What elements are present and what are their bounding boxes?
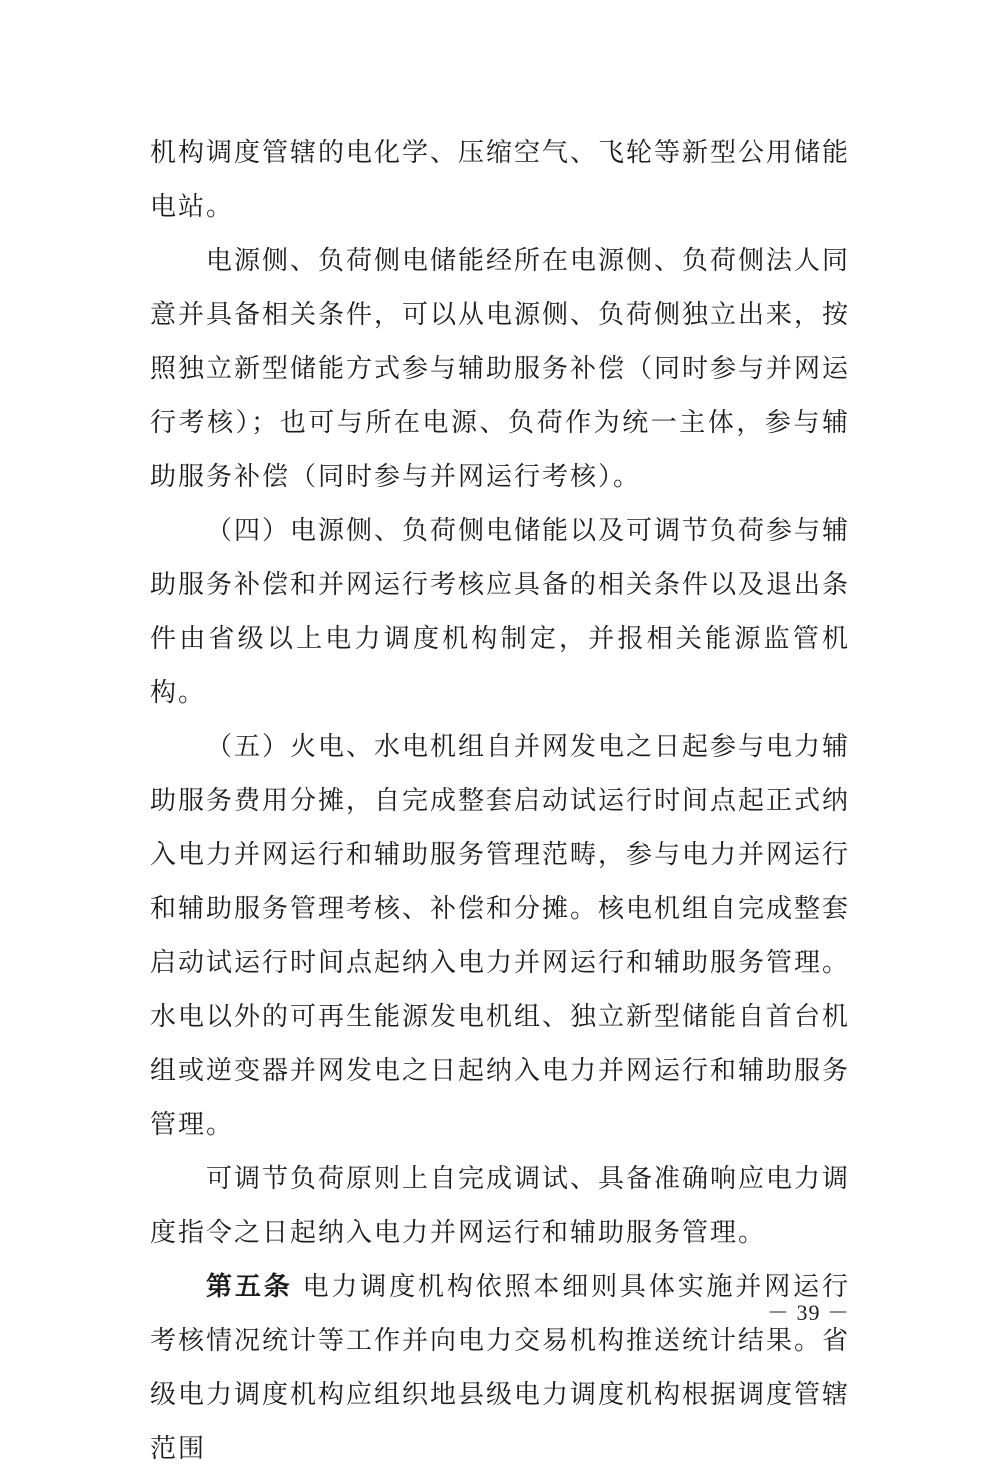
paragraph-item-5 [150,720,850,1152]
paragraph-text: （五）火电、水电机组自并网发电之日起参与电力辅助服务费用分摊，自完成整套启动试运行时间点起正式纳入电力并网运行和辅助服务管理范畴，参与电力并网运行和辅助服务管理考核、补偿和分摊。核电机组自完成整套启动试运行时间点起纳入电力并网运行和辅助服务管理。水电以外的可再生能源发电机组、独立新型储能自首台机组或逆变器并网发电之日起纳入电力并网运行和辅助服务管理。 [150,732,851,1140]
paragraph-text: （四）电源侧、负荷侧电储能以及可调节负荷参与辅助服务补偿和并网运行考核应具备的相关条件以及退出条件由省级以上电力调度机构制定，并报相关能源监管机构。 [150,516,851,708]
paragraph-storage-stations [150,126,850,234]
paragraph-text: 电力调度机构依照本细则具体实施并网运行考核情况统计等工作并向电力交易机构推送统计结果。省级电力调度机构应组织地县级电力调度机构根据调度管辖范围 [150,1272,851,1464]
paragraph-text: 可调节负荷原则上自完成调试、具备准确响应电力调度指令之日起纳入电力并网运行和辅助服务管理。 [150,1164,851,1248]
paragraph-side-storage [150,234,850,504]
paragraph-adjustable-load [150,1152,850,1260]
article-label: 第五条 [206,1272,293,1302]
body-text [150,126,850,1476]
page-number: － 39 － [766,1300,850,1325]
paragraph-item-4 [150,504,850,720]
paragraph-text: 机构调度管辖的电化学、压缩空气、飞轮等新型公用储能电站。 [150,138,851,222]
paragraph-text: 电源侧、负荷侧电储能经所在电源侧、负荷侧法人同意并具备相关条件，可以从电源侧、负荷侧独立出来，按照独立新型储能方式参与辅助服务补偿（同时参与并网运行考核）；也可与所在电源、负荷作为统一主体，参与辅助服务补偿（同时参与并网运行考核）。 [150,246,851,492]
paragraph-article-5 [150,1260,850,1476]
